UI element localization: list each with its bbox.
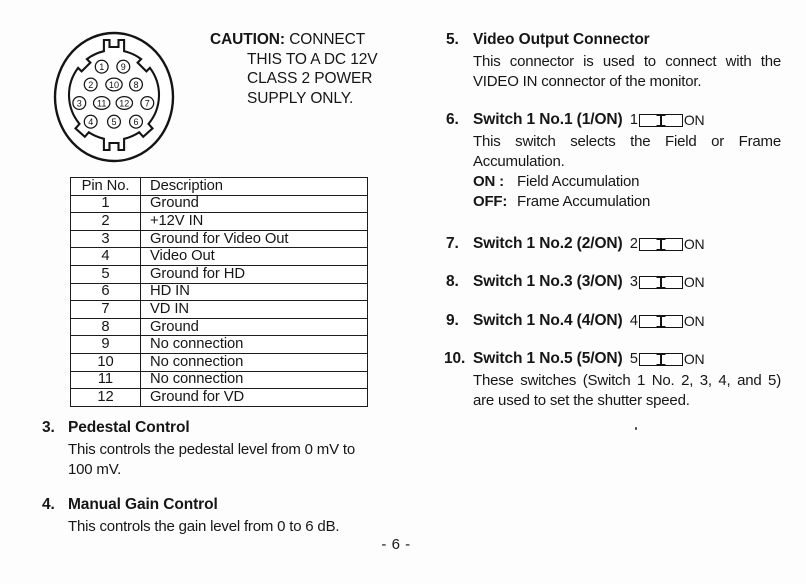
connector-pin-number: 4 — [88, 117, 94, 127]
section-switch-1-no-3 — [446, 272, 781, 294]
pin-table-row — [71, 371, 368, 389]
pin-number-cell: 6 — [71, 283, 141, 301]
section-pedestal-control — [42, 418, 374, 480]
section-number: 6. — [446, 111, 459, 128]
pin-table-row — [71, 389, 368, 407]
section-manual-gain-control — [42, 495, 374, 537]
pin-no-header: Pin No. — [71, 178, 141, 196]
switch-on-label: ON — [683, 274, 705, 290]
connector-pin-number: 3 — [76, 98, 82, 109]
connector-pin-number: 8 — [133, 79, 139, 90]
switch-slider-icon — [639, 353, 683, 366]
pin-description-cell: Ground — [141, 318, 368, 336]
pin-number-cell: 7 — [71, 301, 141, 319]
page-number: - 6 - — [381, 536, 411, 553]
pin-description-cell: +12V IN — [141, 213, 368, 231]
section-switch-1-no-1 — [446, 110, 781, 212]
pin-description-cell: Ground for HD — [141, 265, 368, 283]
pin-table-row — [71, 265, 368, 283]
connector-diagram — [46, 24, 186, 172]
section-title: Switch 1 No.3 (3/ON) 3 ON — [473, 273, 705, 290]
pin-table-row — [71, 318, 368, 336]
pin-description-cell: Ground for VD — [141, 389, 368, 407]
scan-artifact-dot — [635, 427, 637, 430]
section-body: These switches (Switch 1 No. 2, 3, 4, and 5) are used to set the shutter speed. — [473, 372, 781, 409]
connector-pin-number: 11 — [97, 98, 107, 109]
switch-on-label: ON — [683, 351, 705, 367]
pin-table-row — [71, 336, 368, 354]
connector-pin-number: 10 — [108, 79, 120, 90]
section-body: This connector is used to connect with the VIDEO IN connector of the monitor. — [473, 53, 781, 90]
section-switch-1-no-4 — [446, 311, 781, 333]
pin-table-row — [71, 283, 368, 301]
section-number: 10. — [444, 350, 466, 367]
pin-description-cell: No connection — [141, 336, 368, 354]
caution-note — [210, 30, 432, 108]
pin-description-cell: No connection — [141, 353, 368, 371]
pin-description-cell: No connection — [141, 371, 368, 389]
pin-description-cell: Ground — [141, 195, 368, 213]
switch-on-label: ON — [683, 236, 705, 252]
dip-switch-graphic — [627, 234, 704, 254]
switch-number-label: 1 — [629, 112, 638, 128]
section-number: 5. — [446, 31, 459, 48]
connector-pin-number: 2 — [88, 79, 94, 90]
on-option-line — [473, 172, 781, 192]
off-option-text: Frame Accumulation — [517, 193, 651, 210]
switch-slider-icon — [639, 315, 683, 328]
section-title: Manual Gain Control — [68, 496, 218, 513]
section-switch-1-no-2 — [446, 234, 781, 256]
pin-assignment-table — [70, 177, 368, 407]
switch-number-label: 2 — [629, 236, 638, 252]
section-number: 4. — [42, 496, 55, 513]
section-body: This switch selects the Field or Frame Accumulation. — [473, 133, 781, 170]
pin-table-row — [71, 195, 368, 213]
section-title: Video Output Connector — [473, 31, 650, 48]
pin-number-cell: 9 — [71, 336, 141, 354]
pin-number-cell: 3 — [71, 230, 141, 248]
pin-description-cell: HD IN — [141, 283, 368, 301]
pin-description-cell: VD IN — [141, 301, 368, 319]
pin-number-cell: 4 — [71, 248, 141, 266]
switch-on-label: ON — [683, 313, 705, 329]
dip-switch-graphic — [627, 110, 704, 130]
pin-table-row — [71, 230, 368, 248]
caution-text-line-4: SUPPLY ONLY. — [247, 89, 354, 107]
section-number: 9. — [446, 312, 459, 329]
section-body: This controls the pedestal level from 0 mV to 100 mV. — [68, 441, 355, 478]
connector-pin-number: 5 — [111, 117, 117, 127]
section-switch-1-no-5 — [444, 349, 781, 411]
section-title: Switch 1 No.2 (2/ON) 2 ON — [473, 235, 705, 252]
pin-number-cell: 12 — [71, 389, 141, 407]
pin-number-cell: 1 — [71, 195, 141, 213]
dip-switch-graphic — [627, 349, 704, 369]
pin-table-header-row — [71, 178, 368, 196]
switch-slider-icon — [639, 114, 683, 127]
connector-pin-number: 1 — [99, 62, 105, 72]
pin-number-cell: 10 — [71, 353, 141, 371]
pin-table-row — [71, 301, 368, 319]
caution-text-line-2: THIS TO A DC 12V — [247, 50, 378, 68]
switch-on-label: ON — [683, 112, 705, 128]
switch-number-label: 4 — [629, 313, 638, 329]
section-title: Switch 1 No.4 (4/ON) 4 ON — [473, 312, 705, 329]
description-header: Description — [141, 178, 368, 196]
switch-slider-icon — [639, 238, 683, 251]
pin-number-cell: 2 — [71, 213, 141, 231]
section-number: 3. — [42, 419, 55, 436]
switch-slider-icon — [639, 276, 683, 289]
pin-description-cell: Video Out — [141, 248, 368, 266]
connector-pin-number: 12 — [119, 98, 130, 109]
caution-label: CAUTION: — [210, 31, 285, 48]
pin-table-body — [71, 195, 368, 406]
switch-number-label: 3 — [629, 274, 638, 290]
pin-number-cell: 11 — [71, 371, 141, 389]
pin-table-row — [71, 213, 368, 231]
pin-table-row — [71, 353, 368, 371]
caution-text-line-1: CONNECT — [289, 31, 366, 48]
switch-number-label: 5 — [629, 351, 638, 367]
section-title: Switch 1 No.1 (1/ON) 1 ON — [473, 111, 705, 128]
pin-description-cell: Ground for Video Out — [141, 230, 368, 248]
on-option-text: Field Accumulation — [517, 173, 640, 190]
connector-pin-number: 9 — [120, 62, 126, 72]
on-option-label: ON : — [473, 173, 504, 190]
section-title: Switch 1 No.5 (5/ON) 5 ON — [473, 350, 705, 367]
section-body: This controls the gain level from 0 to 6 dB. — [68, 518, 340, 535]
pin-table-row — [71, 248, 368, 266]
section-title: Pedestal Control — [68, 419, 190, 436]
section-video-output-connector — [446, 30, 781, 92]
off-option-line — [473, 192, 781, 212]
section-number: 7. — [446, 235, 459, 252]
connector-pin-number: 7 — [144, 98, 150, 109]
pin-number-cell: 5 — [71, 265, 141, 283]
dip-switch-graphic — [627, 311, 704, 331]
section-number: 8. — [446, 273, 459, 290]
off-option-label: OFF: — [473, 193, 508, 210]
caution-text-line-3: CLASS 2 POWER — [247, 70, 373, 87]
dip-switch-graphic — [627, 272, 704, 292]
pin-number-cell: 8 — [71, 318, 141, 336]
connector-pin-number: 6 — [133, 117, 139, 127]
